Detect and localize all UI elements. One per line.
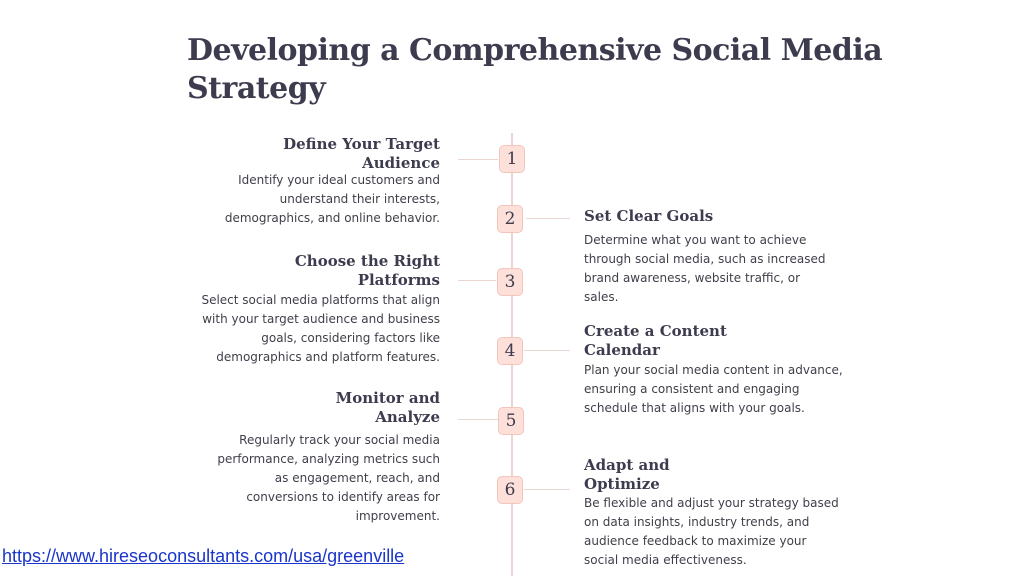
- step-description-3: Select social media platforms that align with your target audience and business goals, considering factors like demographics and platform features.: [201, 293, 440, 364]
- step-description-2: Determine what you want to achieve through social media, such as increased brand awareness, website traffic, or sales.: [584, 233, 826, 304]
- page-title: Developing a Comprehensive Social Media Strategy: [187, 33, 883, 106]
- connector-1: [458, 159, 498, 160]
- step-number-2: 2: [497, 205, 523, 233]
- footer-link[interactable]: https://www.hireseoconsultants.com/usa/greenville: [2, 546, 405, 566]
- step-number-1: 1: [499, 145, 525, 173]
- step-description-4: Plan your social media content in advance, ensuring a consistent and engaging schedule that aligns with your goals.: [584, 363, 843, 415]
- step-number-6: 6: [497, 476, 523, 504]
- connector-2: [526, 218, 570, 219]
- connector-3: [458, 280, 496, 281]
- step-heading-4: Create a Content Calendar: [584, 322, 727, 359]
- step-description-1: Identify your ideal customers and understand their interests, demographics, and online behavior.: [224, 173, 440, 225]
- step-description-5: Regularly track your social media performance, analyzing metrics such as engagement, reach, and conversions to identify areas for improvement.: [217, 433, 440, 523]
- step-number-4: 4: [497, 337, 523, 365]
- step-description-6: Be flexible and adjust your strategy based on data insights, industry trends, and audience feedback to maximize your social media effectiveness.: [584, 496, 839, 567]
- connector-5: [458, 419, 498, 420]
- step-heading-3: Choose the Right Platforms: [294, 252, 440, 289]
- step-heading-2: Set Clear Goals: [584, 207, 714, 225]
- connector-6: [524, 489, 570, 490]
- step-heading-5: Monitor and Analyze: [335, 389, 440, 426]
- step-heading-1: Define Your Target Audience: [283, 135, 440, 172]
- step-number-3: 3: [497, 268, 523, 296]
- connector-4: [524, 350, 570, 351]
- step-heading-6: Adapt and Optimize: [584, 456, 670, 493]
- step-number-5: 5: [498, 407, 524, 435]
